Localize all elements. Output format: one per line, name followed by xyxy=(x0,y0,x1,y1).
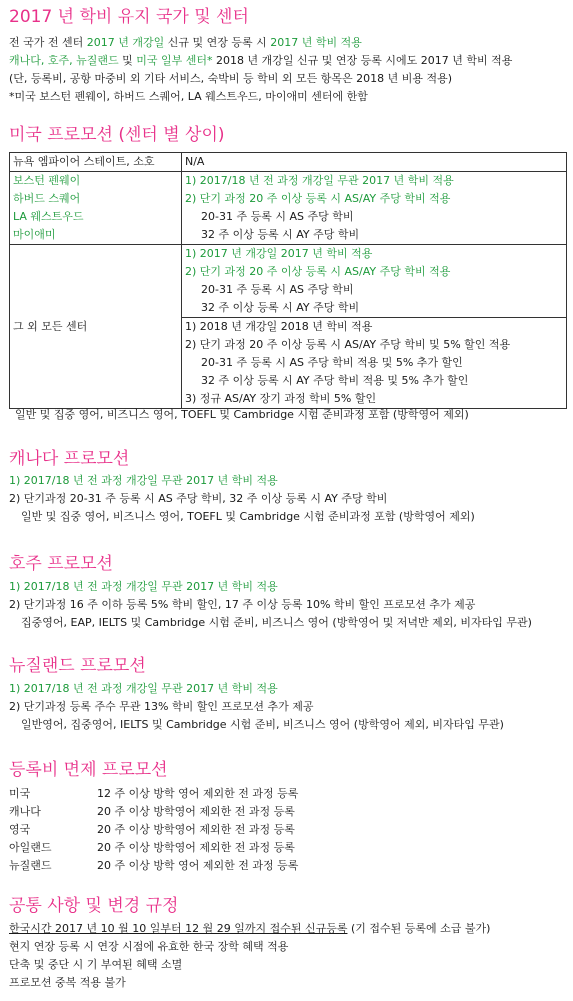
section-title-newzealand-promotion: 뉴질랜드 프로모션 xyxy=(9,656,146,676)
common-rules-body: 한국시간 2017 년 10 월 10 일부터 12 월 29 일까지 접수된 신규등록 (기 접수된 등록에 소급 불가) 현지 연장 등록 시 연장 시점에 유효한 한국 장학 혜택 적용 단축 및 중단 시 기 부여된 혜택 소멸 프로모션 중복 적용 불가 xyxy=(9,922,491,989)
table-cell: 1) 2018 년 개강일 2018 년 학비 적용 2) 단기 과정 20 주 이상 등록 시 AS/AY 주당 학비 및 5% 할인 적용 20-31 주 등록 시 AS 주당 학비 적용 및 5% 추가 할인 32 주 이상 등록 시 AY 주당 학비 적용 및 5% 추가 할인 3) 정규 AS/AY 장기 과정 학비 5% 할인 xyxy=(182,318,567,409)
section-title-us-promotion: 미국 프로모션 (센터 별 상이) xyxy=(9,125,225,145)
list-item: 뉴질랜드 20 주 이상 방학 영어 제외한 전 과정 등록 xyxy=(9,859,299,872)
tuition-freeze-body xyxy=(9,34,567,106)
table-cell: 그 외 모든 센터 xyxy=(10,245,182,409)
us-promotion-table xyxy=(9,152,567,409)
table-row xyxy=(10,172,567,245)
section-title-common-rules: 공통 사항 및 변경 규정 xyxy=(9,896,179,916)
canada-promotion-body: 1) 2017/18 년 전 과정 개강일 무관 2017 년 학비 적용 2) 단기과정 20-31 주 등록 시 AS 주당 학비, 32 주 이상 등록 시 AY 주당 학비 일반 및 집중 영어, 비즈니스 영어, TOEFL 및 Cambridge 시험 준비과정 포함 (방학영어 제외) xyxy=(9,474,475,523)
fee-waiver-list xyxy=(9,785,298,875)
line-footnote: *미국 보스턴 펜웨이, 하버드 스퀘어, LA 웨스트우드, 마이애미 센터에 한함 xyxy=(9,90,368,103)
list-item: 아일랜드 20 주 이상 방학영어 제외한 전 과정 등록 xyxy=(9,841,295,854)
table-cell: 1) 2017 년 개강일 2017 년 학비 적용 2) 단기 과정 20 주 이상 등록 시 AS/AY 주당 학비 적용 20-31 주 등록 시 AS 주당 학비 32 주 이상 등록 시 AY 주당 학비 xyxy=(182,245,567,318)
table-row xyxy=(10,245,567,318)
section-title-fee-waiver: 등록비 면제 프로모션 xyxy=(9,760,168,780)
australia-promotion-body: 1) 2017/18 년 전 과정 개강일 무관 2017 년 학비 적용 2) 단기과정 16 주 이하 등록 5% 학비 할인, 17 주 이상 등록 10% 학비 할인 프로모션 추가 제공 집중영어, EAP, IELTS 및 Cambridge 시험 준비, 비즈니스 영어 (방학영어 및 저녁반 제외, 비자타입 무관) xyxy=(9,580,532,629)
list-item: 미국 12 주 이상 방학 영어 제외한 전 과정 등록 xyxy=(9,787,299,800)
line-select-countries: 캐나다, 호주, 뉴질랜드 및 미국 일부 센터* 2018 년 개강일 신규 및 연장 등록 시에도 2017 년 학비 적용 xyxy=(9,54,513,67)
table-cell: 1) 2017/18 년 전 과정 개강일 무관 2017 년 학비 적용 2) 단기 과정 20 주 이상 등록 시 AS/AY 주당 학비 적용 20-31 주 등록 시 AS 주당 학비 32 주 이상 등록 시 AY 주당 학비 xyxy=(182,172,567,245)
list-item: 영국 20 주 이상 방학영어 제외한 전 과정 등록 xyxy=(9,823,295,836)
line-all-centers: 전 국가 전 센터 2017 년 개강일 신규 및 연장 등록 시 2017 년 학비 적용 xyxy=(9,36,362,49)
table-cell: 뉴욕 엠파이어 스테이트, 소호 xyxy=(10,153,182,172)
table-cell: N/A xyxy=(182,153,567,172)
newzealand-promotion-body: 1) 2017/18 년 전 과정 개강일 무관 2017 년 학비 적용 2) 단기과정 등록 주수 무관 13% 학비 할인 프로모션 추가 제공 일반영어, 집중영어, IELTS 및 Cambridge 시험 준비, 비즈니스 영어 (방학영어 제외, 비자타입 무관) xyxy=(9,682,504,731)
section-title-canada-promotion: 캐나다 프로모션 xyxy=(9,449,130,469)
table-row xyxy=(10,153,567,172)
section-title-tuition-freeze: 2017 년 학비 유지 국가 및 센터 xyxy=(9,7,249,27)
section-title-australia-promotion: 호주 프로모션 xyxy=(9,554,113,574)
us-promotion-note: 일반 및 집중 영어, 비즈니스 영어, TOEFL 및 Cambridge 시험 준비과정 포함 (방학영어 제외) xyxy=(15,408,469,421)
list-item: 캐나다 20 주 이상 방학영어 제외한 전 과정 등록 xyxy=(9,805,295,818)
table-cell: 보스턴 펜웨이 하버드 스퀘어 LA 웨스트우드 마이애미 xyxy=(10,172,182,245)
line-exceptions: (단, 등록비, 공항 마중비 외 기타 서비스, 숙박비 등 학비 외 모든 항목은 2018 년 비용 적용) xyxy=(9,72,453,85)
